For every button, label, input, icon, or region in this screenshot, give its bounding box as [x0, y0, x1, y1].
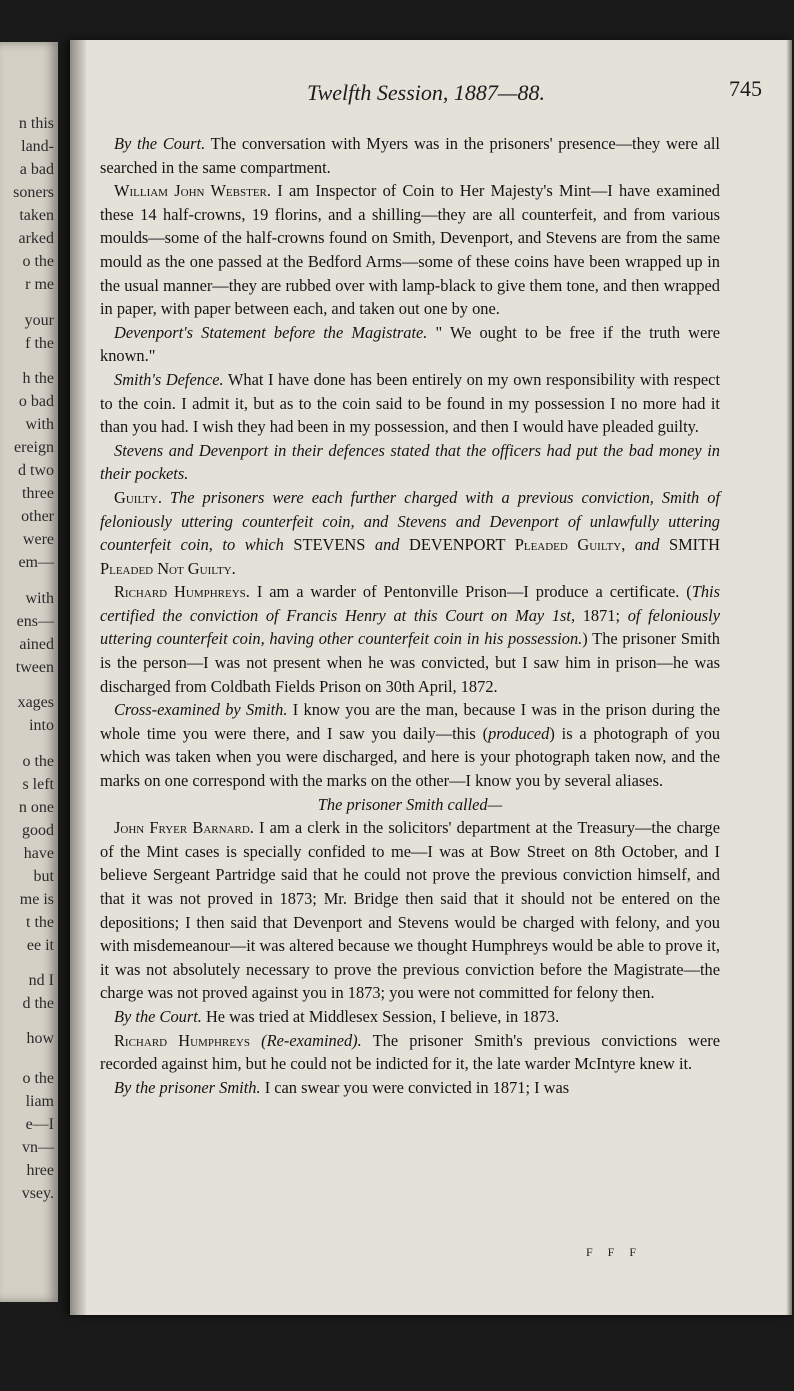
paragraph-text: SMITH — [659, 535, 720, 555]
left-page-fragment: o the — [22, 753, 54, 770]
body-text — [100, 132, 720, 1099]
paragraph-text: of feloniously uttering counterfeit coin, having other counterfeit coin in his possession. — [100, 605, 721, 649]
page-gutter — [70, 40, 86, 1315]
paragraph — [100, 132, 720, 179]
paragraph — [100, 1005, 720, 1029]
paragraph-text: ) The prisoner Smith is the person—I was not present when he was convicted, but I saw him in prison—he was discharged from Coldbath Fields Prison on 30th April, 1872. — [100, 629, 720, 696]
paragraph-text: Pleaded Guilty, — [514, 535, 626, 555]
paragraph-text: and — [374, 535, 400, 555]
left-page-fragment: o bad — [18, 393, 54, 410]
left-page-fragment: r me — [25, 276, 54, 293]
section-heading: The prisoner Smith called— — [317, 794, 503, 814]
left-page-fragment: e—I — [25, 1116, 54, 1133]
left-page-fragment: f the — [25, 335, 54, 352]
left-page-fragment: other — [21, 508, 54, 525]
witness-name: Richard Humphreys — [114, 1030, 251, 1050]
speaker-label: Devenport's Statement before the Magistrate. — [114, 322, 428, 342]
paragraph-text: I am Inspector of Coin to Her Majesty's Mint—I have examined these 14 half-crowns, 19 florins, and a shilling—they are all counterfeit, and from various moulds—some of the half-crowns found on Smith, Devenport, and Stevens are from the same mould as the one passed at the Bedford Arms—some of these coins have been wrapped up in the usual manner—they are rubbed over with lamp-black to give them tone, and then wrapped in paper, with paper between each, and taken out one by one. — [100, 181, 720, 319]
page-edge — [786, 40, 792, 1315]
verdict-label: Guilty. — [114, 487, 162, 507]
paragraph-text: and — [625, 535, 660, 555]
paragraph-text: I can swear you were convicted in 1871; I was — [260, 1077, 570, 1097]
left-page-fragment: ens— — [16, 613, 54, 630]
paragraph-text: I am a warder of Pentonville Prison—I produce a certificate. ( — [249, 582, 692, 602]
left-page-fragment: three — [22, 485, 54, 502]
left-page-fragment: arked — [18, 230, 54, 247]
left-page-fragment: how — [26, 1030, 54, 1047]
paragraph-text: produced — [488, 723, 550, 743]
paragraph-text: He was tried at Middlesex Session, I believe, in 1873. — [201, 1006, 560, 1026]
left-page-fragment: vn— — [22, 1139, 54, 1156]
left-page-fragment: d two — [18, 462, 54, 479]
left-page-fragment: t the — [26, 914, 54, 931]
left-page-fragment: n this — [18, 115, 54, 132]
paragraph — [100, 1076, 720, 1100]
left-page-fragment: nd I — [28, 972, 54, 989]
paragraph-text: This certified the conviction of Francis Henry at this Court on May 1st, — [100, 582, 720, 625]
paragraph-text: ) is a photograph of you which was taken when you were discharged, and here is your photograph taken now, and the marks on one correspond with the marks on the other—I know you by several aliases. — [100, 723, 720, 791]
paragraph-text: 1871; — [575, 605, 628, 625]
page-number: 745 — [729, 76, 762, 101]
paragraph-text: The conversation with Myers was in the prisoners' presence—they were all searched in the same compartment. — [100, 134, 720, 177]
paragraph-text: What I have done has been entirely on my own responsibility with respect to the coin. I admit it, but as to the coin said to be found in my possession I no more had it than you had. I wish they had been in my possession, and then I would have pleaded guilty. — [100, 369, 720, 437]
paragraph-text: (Re-examined). — [250, 1030, 362, 1050]
speaker-label: By the Court. — [114, 1006, 202, 1026]
speaker-label: Cross-examined by Smith. — [114, 700, 288, 720]
left-page-fragment: ereign — [14, 439, 54, 456]
left-page-fragment: into — [29, 717, 54, 734]
left-page-fragment: with — [25, 416, 54, 433]
paragraph-text: I am a clerk in the solicitors' department at the Treasury—the charge of the Mint cases is specially confided to me—I was at Bow Street on 8th October, and I believe Sergeant Partridge said that he could not prove the previous conviction himself, and that it was not proved in 1873; Mr. Bridge then said that it should not be entered on the depositions; I then said that Devenport and Stevens would be charged with felony, and you with misdemeanour—it was altered because we thought Humphreys would be able to prove it, it was not absolutely necessary to prove the previous conviction before the Magistrate—the charge was not proved against you in 1873; you were not committed for felony then. — [100, 818, 720, 1003]
left-page-fragment: were — [22, 531, 54, 548]
running-title: Twelfth Session, 1887—88. — [307, 80, 545, 105]
paragraph-text: Pleaded Not Guilty. — [100, 558, 236, 578]
left-page-fragment: taken — [19, 207, 54, 224]
left-page-fragment: soners — [13, 184, 54, 201]
paragraph — [100, 179, 720, 321]
left-page-fragment: xages — [17, 694, 54, 711]
speaker-label: Smith's Defence. — [114, 369, 224, 389]
left-page-fragment: vsey. — [21, 1185, 54, 1202]
paragraph-text: STEVENS — [283, 535, 375, 555]
left-page-fragment: me is — [19, 891, 54, 908]
left-page-fragment: d the — [22, 995, 54, 1012]
paragraph-text: " We ought to be free if the truth were known." — [100, 322, 720, 366]
left-page-fragment: ee it — [26, 937, 54, 954]
paragraph-text: I know you are the man, because I was in the prison during the whole time you were there, and I saw you daily—this ( — [100, 700, 721, 743]
paragraph — [100, 1029, 720, 1076]
page-header — [90, 76, 762, 116]
paragraph — [100, 486, 720, 580]
left-page-fragment: a bad — [19, 161, 54, 178]
left-page-fragment: hree — [26, 1162, 54, 1179]
witness-name: Richard Humphreys. — [114, 582, 250, 602]
left-page-fragment: ained — [19, 636, 54, 653]
left-page-fragment: land- — [21, 138, 54, 155]
left-page-fragment: tween — [15, 659, 54, 676]
witness-name: John Fryer Barnard. — [114, 818, 254, 838]
speaker-label: By the Court. — [114, 134, 206, 153]
paragraph-text: The prisoners were each further charged with a previous conviction, Smith of feloniously uttering counterfeit coin, and Stevens and Devenport of unlawfully uttering counterfeit coin, to which — [100, 487, 720, 555]
left-page-fragment: with — [25, 590, 54, 607]
paragraph — [100, 816, 720, 1005]
speaker-label: By the prisoner Smith. — [114, 1077, 261, 1097]
paragraph — [100, 580, 720, 698]
paragraph: Stevens and Devenport in their defences stated that the officers had put the bad money in their pockets. — [100, 440, 720, 484]
left-page-fragment: s left — [22, 776, 54, 793]
paragraph-text: The prisoner Smith's previous convictions were recorded against him, but he could not be indicted for it, the late warder McIntyre knew it. — [100, 1030, 720, 1074]
left-page-fragment: have — [23, 845, 54, 862]
paragraph-text: DEVENPORT — [399, 535, 515, 555]
left-page-fragment: o the — [22, 1070, 54, 1087]
witness-name: William John Webster. — [114, 181, 271, 201]
paragraph — [100, 698, 720, 792]
left-page-fragment: liam — [25, 1093, 54, 1110]
signature-mark: F F F — [585, 1245, 642, 1259]
left-page-fragment: good — [22, 822, 54, 839]
page — [70, 40, 792, 1315]
left-page-fragment: but — [33, 868, 54, 885]
paragraph — [100, 368, 720, 439]
left-page-fragment: your — [24, 312, 54, 329]
left-page-fragment: em— — [18, 554, 54, 571]
left-page-fragment: h the — [22, 370, 54, 387]
paragraph — [100, 321, 720, 368]
previous-page-strip — [0, 42, 58, 1302]
left-page-fragment: n one — [18, 799, 54, 816]
left-page-fragment: o the — [22, 253, 54, 270]
